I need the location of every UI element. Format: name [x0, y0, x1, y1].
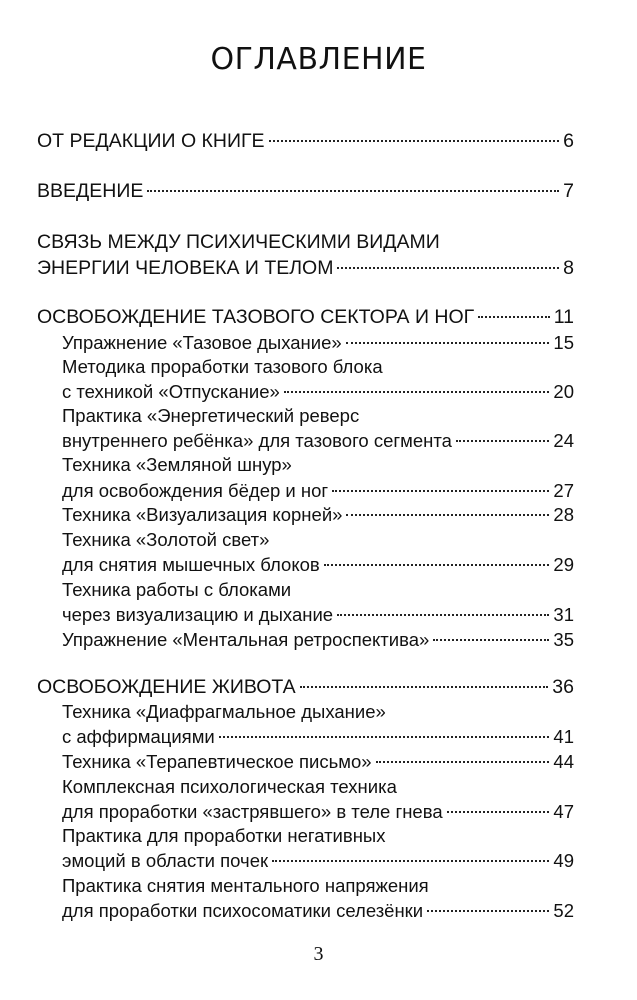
toc-entry-text: ОСВОБОЖДЕНИЕ ЖИВОТА: [37, 676, 296, 698]
toc-leader-dots: [427, 910, 549, 912]
toc-leader-dots: [346, 342, 550, 344]
toc-entry: [62, 849, 574, 873]
toc-leader-dots: [433, 639, 549, 641]
toc-entry-text: через визуализацию и дыхание: [62, 604, 334, 625]
toc-entry: [37, 230, 574, 254]
toc-entry-text: с техникой «Отпускание»: [62, 381, 280, 402]
toc-entry-text: для проработки «застрявшего» в теле гнева: [62, 801, 443, 822]
toc-leader-dots: [332, 490, 549, 492]
toc-entry: [62, 578, 574, 602]
toc-entry-text: ОСВОБОЖДЕНИЕ ТАЗОВОГО СЕКТОРА И НОГ: [37, 306, 475, 328]
toc-entry-page: 49: [553, 850, 574, 871]
toc-leader-dots: [324, 564, 550, 566]
toc-entry-page: 41: [553, 726, 574, 747]
toc-entry-text: с аффирмациями: [62, 726, 215, 747]
page-title: ОГЛАВЛЕНИЕ: [210, 42, 427, 77]
toc-entry: [37, 179, 574, 203]
toc-entry-text: Комплексная психологическая техника: [62, 776, 397, 797]
toc-leader-dots: [147, 190, 559, 192]
toc-entry-text: Методика проработки тазового блока: [62, 356, 383, 377]
toc-entry: [62, 380, 574, 404]
toc-entry: [62, 874, 574, 898]
toc-leader-dots: [456, 440, 549, 442]
toc-entry: [37, 256, 574, 280]
toc-entry-page: 8: [563, 257, 574, 279]
toc-entry-page: 35: [553, 629, 574, 650]
toc-entry-text: Упражнение «Ментальная ретроспектива»: [62, 629, 430, 650]
toc-entry-page: 15: [553, 332, 574, 353]
toc-entry-text: Практика «Энергетический реверс: [62, 405, 360, 426]
toc-entry-page: 6: [563, 130, 574, 152]
toc-entry-text: для проработки психосоматики селезёнки: [62, 900, 424, 921]
toc-entry-page: 47: [553, 801, 574, 822]
toc-leader-dots: [272, 860, 549, 862]
toc-entry-text: внутреннего ребёнка» для тазового сегмента: [62, 430, 452, 451]
toc-entry-text: для снятия мышечных блоков: [62, 554, 320, 575]
toc-entry-text: Техника «Золотой свет»: [62, 529, 270, 550]
toc-entry: [62, 800, 574, 824]
toc-entry: [37, 129, 574, 153]
toc-entry: [62, 725, 574, 749]
toc-entry-page: 28: [553, 504, 574, 525]
toc-entry-text: Практика для проработки негативных: [62, 825, 386, 846]
toc-entry: [62, 355, 574, 379]
toc-entry: [62, 700, 574, 724]
toc-entry-text: Техника работы с блоками: [62, 579, 292, 600]
toc-leader-dots: [447, 811, 550, 813]
toc-entry: [62, 824, 574, 848]
toc-entry: [62, 453, 574, 477]
toc-leader-dots: [300, 686, 549, 688]
toc-entry: [62, 899, 574, 923]
toc-entry: [62, 503, 574, 527]
toc-entry-text: СВЯЗЬ МЕЖДУ ПСИХИЧЕСКИМИ ВИДАМИ: [37, 231, 440, 253]
toc-entry: [37, 305, 574, 329]
toc-entry-text: Техника «Диафрагмальное дыхание»: [62, 701, 386, 722]
toc-leader-dots: [346, 514, 549, 516]
toc-entry-page: 52: [553, 900, 574, 921]
toc-leader-dots: [284, 391, 550, 393]
toc-leader-dots: [376, 761, 550, 763]
toc-entry-text: эмоций в области почек: [62, 850, 269, 871]
toc-entry: [37, 675, 574, 699]
toc-entry-text: ЭНЕРГИИ ЧЕЛОВЕКА И ТЕЛОМ: [37, 257, 334, 279]
toc-entry-page: 11: [553, 306, 574, 328]
toc-entry-text: ОТ РЕДАКЦИИ О КНИГЕ: [37, 130, 265, 152]
toc-entry-text: Упражнение «Тазовое дыхание»: [62, 332, 342, 353]
toc-leader-dots: [269, 140, 560, 142]
toc-entry-text: Практика снятия ментального напряжения: [62, 875, 429, 896]
toc-entry-page: 44: [553, 751, 574, 772]
toc-entry: [62, 775, 574, 799]
toc-entry-text: для освобождения бёдер и ног: [62, 480, 329, 501]
toc-entry: [62, 528, 574, 552]
toc-entry-page: 20: [553, 381, 574, 402]
toc-entry-page: 7: [563, 180, 574, 202]
toc-entry-page: 24: [553, 430, 574, 451]
toc-entry: [62, 553, 574, 577]
toc-leader-dots: [478, 316, 550, 318]
toc-entry: [62, 603, 574, 627]
toc-entry-page: 27: [553, 480, 574, 501]
toc-entry: [62, 331, 574, 355]
toc-leader-dots: [337, 267, 559, 269]
toc-entry-text: ВВЕДЕНИЕ: [37, 180, 144, 202]
toc-entry: [62, 429, 574, 453]
toc-entry-page: 29: [553, 554, 574, 575]
page-number: 3: [313, 943, 324, 965]
toc-entry-page: 36: [552, 676, 574, 698]
toc-entry-text: Техника «Визуализация корней»: [62, 504, 343, 525]
toc-entry: [62, 404, 574, 428]
toc-entry-text: Техника «Терапевтическое письмо»: [62, 751, 372, 772]
toc-entry: [62, 479, 574, 503]
toc-leader-dots: [337, 614, 549, 616]
toc-entry: [62, 750, 574, 774]
toc-entry-text: Техника «Земляной шнур»: [62, 454, 292, 475]
toc-leader-dots: [219, 736, 550, 738]
toc-entry: [62, 628, 574, 652]
toc-entry-page: 31: [553, 604, 574, 625]
